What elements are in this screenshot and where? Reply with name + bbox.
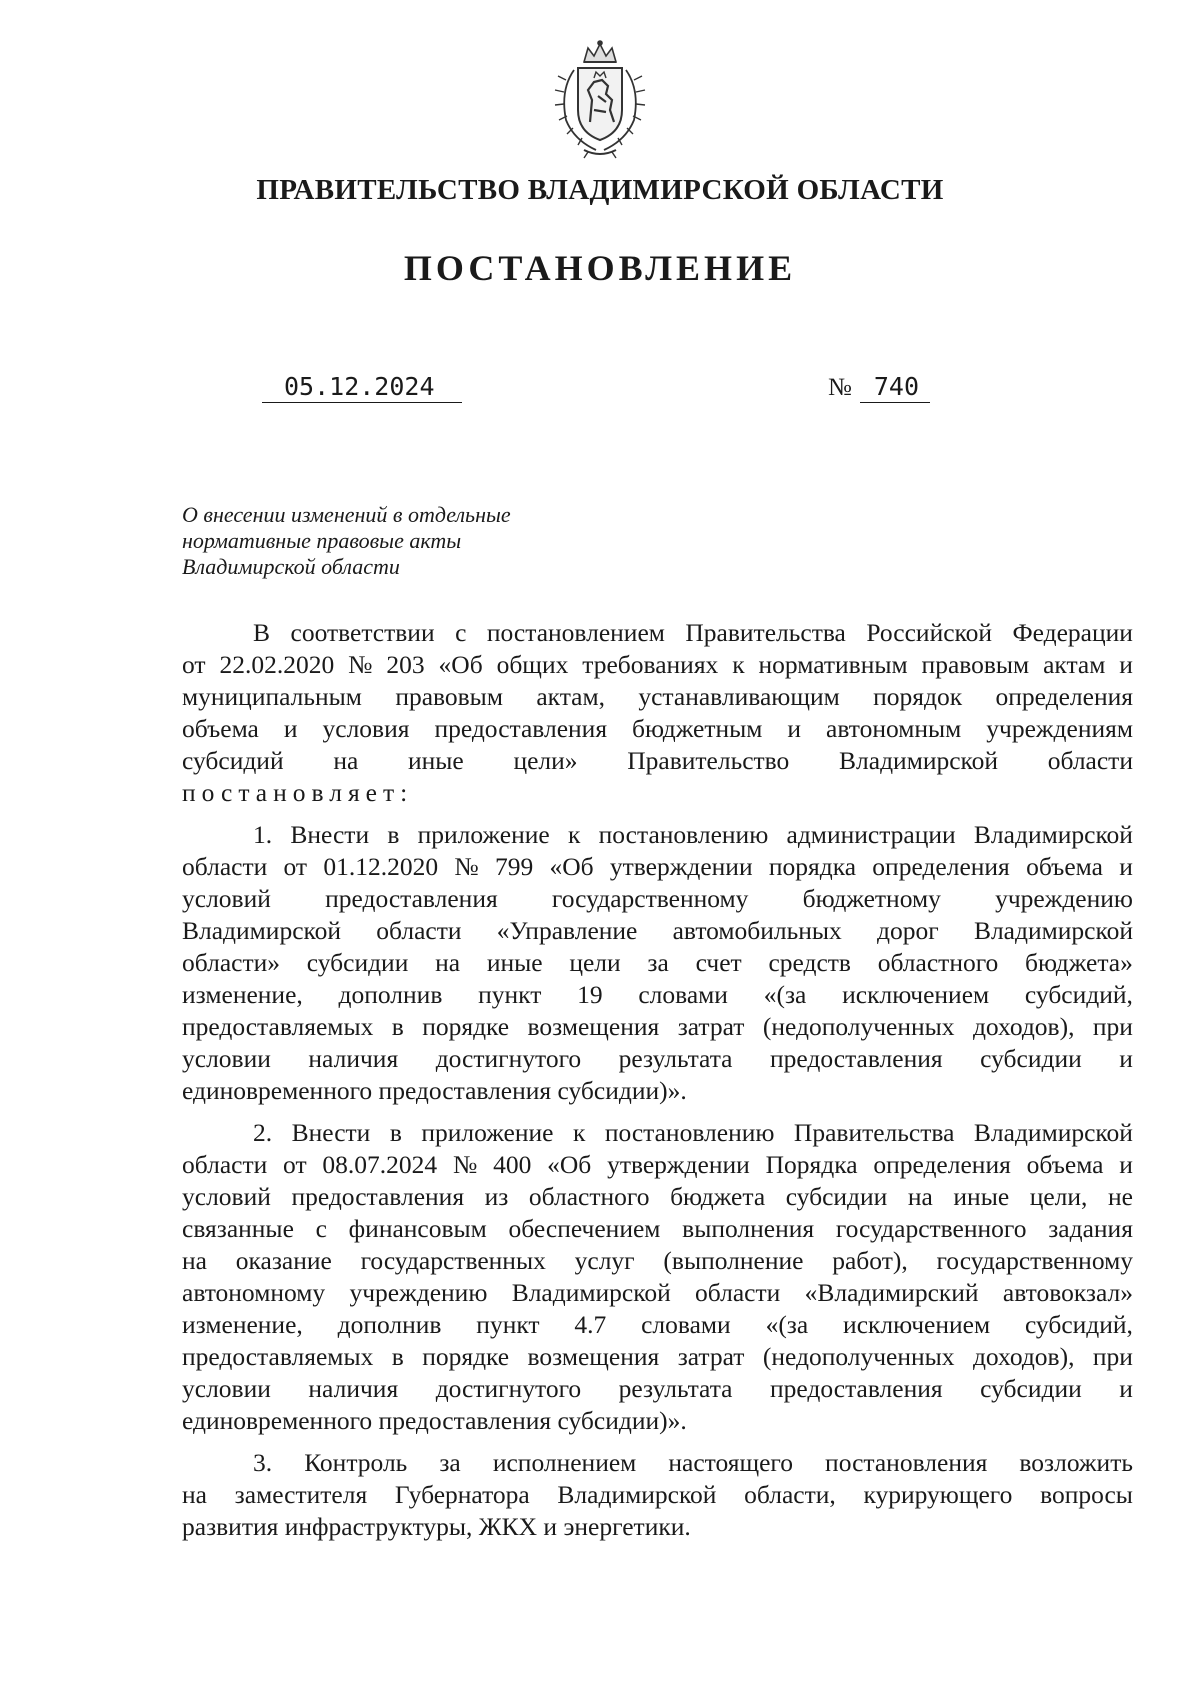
word: доходов), (972, 1012, 1075, 1041)
text-line (182, 851, 1133, 883)
text-line (182, 1277, 1133, 1309)
word: № (348, 650, 373, 679)
text-line: постановляет: (182, 778, 414, 807)
number-sign: № (828, 374, 852, 401)
word: объема (182, 714, 259, 743)
word: области (376, 916, 462, 945)
word: определения (872, 852, 1010, 881)
word: условии (182, 1044, 271, 1073)
word: постановлению (598, 820, 769, 849)
word: исключением (842, 980, 990, 1009)
text-line (182, 819, 1133, 851)
word: достигнутого (435, 1374, 582, 1403)
word: курирующего (863, 1480, 1013, 1509)
word: в (387, 820, 400, 849)
word: объема (1026, 1150, 1104, 1179)
word: № (452, 1150, 478, 1179)
word: порядок (873, 682, 963, 711)
word: от (182, 650, 206, 679)
word: Правительство (627, 746, 790, 775)
word: исключением (843, 1310, 991, 1339)
word: в (391, 1342, 404, 1371)
word: субсидий, (1024, 980, 1133, 1009)
word: не (1108, 1182, 1133, 1211)
word: Российской (866, 618, 993, 647)
word: изменение, (182, 1310, 303, 1339)
word: 203 (386, 650, 425, 679)
word: субсидии (785, 1182, 888, 1211)
word: областного (877, 948, 999, 977)
word: области (182, 852, 268, 881)
word: определения (995, 682, 1133, 711)
word: постановления (825, 1448, 988, 1477)
word: автомобильных (672, 916, 842, 945)
word: области (695, 1278, 781, 1307)
word: приложение (421, 1118, 554, 1147)
word: при (1092, 1012, 1133, 1041)
word: наличия (308, 1044, 399, 1073)
word: предоставления (291, 1182, 465, 1211)
word: за (439, 1448, 461, 1477)
word: доходов), (972, 1342, 1075, 1371)
word: утверждении (607, 1150, 750, 1179)
word: в (391, 1012, 404, 1041)
government-name: ПРАВИТЕЛЬСТВО ВЛАДИМИРСКОЙ ОБЛАСТИ (256, 174, 944, 206)
word: предоставляемых (182, 1012, 374, 1041)
word: № (454, 852, 479, 881)
paragraph-item-2 (182, 1117, 1133, 1437)
word: затрат (677, 1342, 745, 1371)
word: учреждению (349, 1278, 488, 1307)
word: администрации (786, 820, 956, 849)
word: и (1119, 1044, 1133, 1073)
word: словами (638, 980, 728, 1009)
word: 4.7 (574, 1310, 607, 1339)
text-line (182, 1309, 1133, 1341)
word: дополнив (337, 1310, 442, 1339)
word: обеспечением (508, 1214, 661, 1243)
word: дорог (877, 916, 939, 945)
text-line (182, 1213, 1133, 1245)
word: постановлению (604, 1118, 775, 1147)
word: предоставления (325, 884, 498, 913)
word: Владимирской (973, 1118, 1133, 1147)
word: изменение, (182, 980, 303, 1009)
word: субсидии (980, 1044, 1082, 1073)
word: соответствии (290, 618, 435, 647)
word: бюджетному (802, 884, 941, 913)
word: 1. (253, 820, 273, 849)
word: муниципальным (182, 682, 362, 711)
word: Внести (291, 1118, 371, 1147)
text-line (182, 915, 1133, 947)
word: Владимирской (511, 1278, 671, 1307)
word: Правительства (793, 1118, 955, 1147)
word: объема (1026, 852, 1103, 881)
word: иные (953, 1182, 1010, 1211)
word: условий (182, 1182, 271, 1211)
word: результата (618, 1044, 733, 1073)
word: Федерации (1012, 618, 1133, 647)
word: из (484, 1182, 509, 1211)
word: достигнутого (435, 1044, 582, 1073)
word: требованиях (582, 650, 719, 679)
document-date: 05.12.2024 (262, 372, 462, 403)
word: актам, (536, 682, 605, 711)
word: оказание (235, 1246, 332, 1275)
word: предоставляемых (182, 1342, 374, 1371)
word: заместителя (234, 1480, 368, 1509)
text-line (182, 1011, 1133, 1043)
word: 19 (577, 980, 603, 1009)
word: вопросы (1040, 1480, 1133, 1509)
word: учреждениям (986, 714, 1133, 743)
word: порядке (422, 1012, 510, 1041)
text-line: развития инфраструктуры, ЖКХ и энергетики. (182, 1512, 691, 1541)
word: постановлением (486, 618, 665, 647)
word: государственному (936, 1246, 1133, 1275)
word: бюджета (670, 1182, 766, 1211)
word: субсидий (182, 746, 284, 775)
word: 08.07.2024 (322, 1150, 438, 1179)
preamble-paragraph (182, 617, 1133, 809)
paragraph-item-1 (182, 819, 1133, 1107)
word: приложение (417, 820, 550, 849)
word: пункт (478, 980, 542, 1009)
text-line (182, 1341, 1133, 1373)
word: и (1119, 1374, 1133, 1403)
word: от (283, 852, 308, 881)
word: на (182, 1246, 207, 1275)
word: автономному (182, 1278, 326, 1307)
word: бюджета» (1025, 948, 1133, 977)
word: и (1119, 650, 1133, 679)
word: условия (322, 714, 410, 743)
text-line: единовременного предоставления субсидии)». (182, 1406, 687, 1435)
word: «Управление (496, 916, 638, 945)
word: затрат (677, 1012, 745, 1041)
word: работ), (832, 1246, 908, 1275)
text-line (182, 1149, 1133, 1181)
word: порядка (768, 852, 857, 881)
word: В (253, 618, 271, 647)
subject-line: О внесении изменений в отдельные (182, 502, 511, 527)
word: и (787, 714, 802, 743)
word: словами (641, 1310, 731, 1339)
word: счет (695, 948, 742, 977)
word: 2. (253, 1118, 273, 1147)
word: к (568, 820, 581, 849)
text-line (182, 979, 1133, 1011)
word: области» (182, 948, 280, 977)
word: области, (744, 1480, 836, 1509)
word: и (283, 714, 298, 743)
word: к (572, 1118, 586, 1147)
word: пункт (476, 1310, 540, 1339)
word: Владимирской (973, 820, 1133, 849)
word: предоставления (434, 714, 608, 743)
word: дополнив (338, 980, 443, 1009)
word: автовокзал» (1002, 1278, 1133, 1307)
word: «Об (549, 852, 594, 881)
word: исполнением (492, 1448, 637, 1477)
word: Владимирской (182, 916, 342, 945)
word: (недополученных (762, 1012, 955, 1041)
word: 22.02.2020 (219, 650, 335, 679)
text-line (182, 649, 1133, 681)
word: порядке (422, 1342, 510, 1371)
word: цели, (1029, 1182, 1088, 1211)
word: утверждении (609, 852, 753, 881)
word: и (1119, 852, 1133, 881)
word: Правительства (685, 618, 846, 647)
word: общих (496, 650, 569, 679)
word: на (333, 746, 359, 775)
word: государственного (835, 1214, 1027, 1243)
document-body (182, 617, 1133, 1543)
word: цели (569, 948, 621, 977)
word: с (315, 1214, 327, 1243)
word: актам (1043, 650, 1106, 679)
word: Контроль (304, 1448, 408, 1477)
text-line (182, 681, 1133, 713)
word: предоставления (770, 1044, 943, 1073)
text-line-justified (182, 745, 1133, 777)
text-line (182, 1245, 1133, 1277)
word: при (1092, 1342, 1133, 1371)
text-line (182, 1447, 1133, 1479)
word: в (389, 1118, 402, 1147)
word: возложить (1019, 1448, 1133, 1477)
word: финансовым (348, 1214, 487, 1243)
word: устанавливающим (638, 682, 840, 711)
word: правовым (395, 682, 503, 711)
word: (выполнение (663, 1246, 804, 1275)
word: цели» (513, 746, 578, 775)
word: нормативным (758, 650, 908, 679)
word: Внести (290, 820, 370, 849)
word: предоставления (770, 1374, 943, 1403)
word: Владимирской (839, 746, 999, 775)
word: определения (873, 1150, 1011, 1179)
word: к (732, 650, 745, 679)
word: Порядка (765, 1150, 858, 1179)
word: 01.12.2020 (323, 852, 439, 881)
word: на (435, 948, 461, 977)
text-line (182, 1181, 1133, 1213)
word: с (455, 618, 467, 647)
word: государственных (360, 1246, 546, 1275)
document-number (828, 372, 930, 403)
text-line (182, 1043, 1133, 1075)
word: области (1047, 746, 1133, 775)
word: 3. (253, 1448, 273, 1477)
text-line (182, 1373, 1133, 1405)
word: субсидии (980, 1374, 1082, 1403)
word: «Владимирский (804, 1278, 979, 1307)
word: 400 (493, 1150, 532, 1179)
word: от (283, 1150, 307, 1179)
text-line (182, 617, 1133, 649)
word: 799 (494, 852, 534, 881)
word: «(за (765, 1310, 809, 1339)
document-subject (182, 502, 582, 580)
word: средств (768, 948, 851, 977)
subject-line: Владимирской области (182, 554, 400, 579)
word: настоящего (668, 1448, 793, 1477)
word: государственному (551, 884, 749, 913)
word: возмещения (527, 1012, 660, 1041)
word: иные (486, 948, 543, 977)
number-value: 740 (860, 372, 930, 403)
text-line (182, 1479, 1133, 1511)
word: Владимирской (973, 916, 1133, 945)
word: (недополученных (762, 1342, 955, 1371)
word: областного (528, 1182, 650, 1211)
word: Губернатора (394, 1480, 530, 1509)
document-type-title: ПОСТАНОВЛЕНИЕ (403, 248, 797, 288)
text-line-justified (182, 883, 1133, 915)
word: результата (618, 1374, 733, 1403)
word: выполнения (682, 1214, 815, 1243)
word: субсидий, (1024, 1310, 1133, 1339)
word: «Об (547, 1150, 592, 1179)
word: услуг (574, 1246, 635, 1275)
word: и (1119, 1150, 1133, 1179)
text-line (182, 713, 1133, 745)
word: бюджетным (632, 714, 763, 743)
word: связанные (182, 1214, 294, 1243)
word: наличия (308, 1374, 399, 1403)
word: на (182, 1480, 207, 1509)
paragraph-item-3 (182, 1447, 1133, 1543)
text-line (182, 947, 1133, 979)
word: возмещения (527, 1342, 660, 1371)
word: иные (407, 746, 464, 775)
word: за (647, 948, 669, 977)
text-line: единовременного предоставления субсидии)». (182, 1076, 687, 1105)
word: на (907, 1182, 933, 1211)
text-line (182, 1117, 1133, 1149)
coat-of-arms-icon (548, 40, 652, 160)
word: «(за (763, 980, 807, 1009)
word: правовым (921, 650, 1030, 679)
word: «Об (438, 650, 483, 679)
word: субсидии (306, 948, 409, 977)
word: условий (182, 884, 271, 913)
word: условии (182, 1374, 271, 1403)
word: автономным (826, 714, 962, 743)
word: учреждению (995, 884, 1133, 913)
subject-line: нормативные правовые акты (182, 528, 462, 553)
word: задания (1048, 1214, 1133, 1243)
word: области (182, 1150, 268, 1179)
word: Владимирской (557, 1480, 717, 1509)
